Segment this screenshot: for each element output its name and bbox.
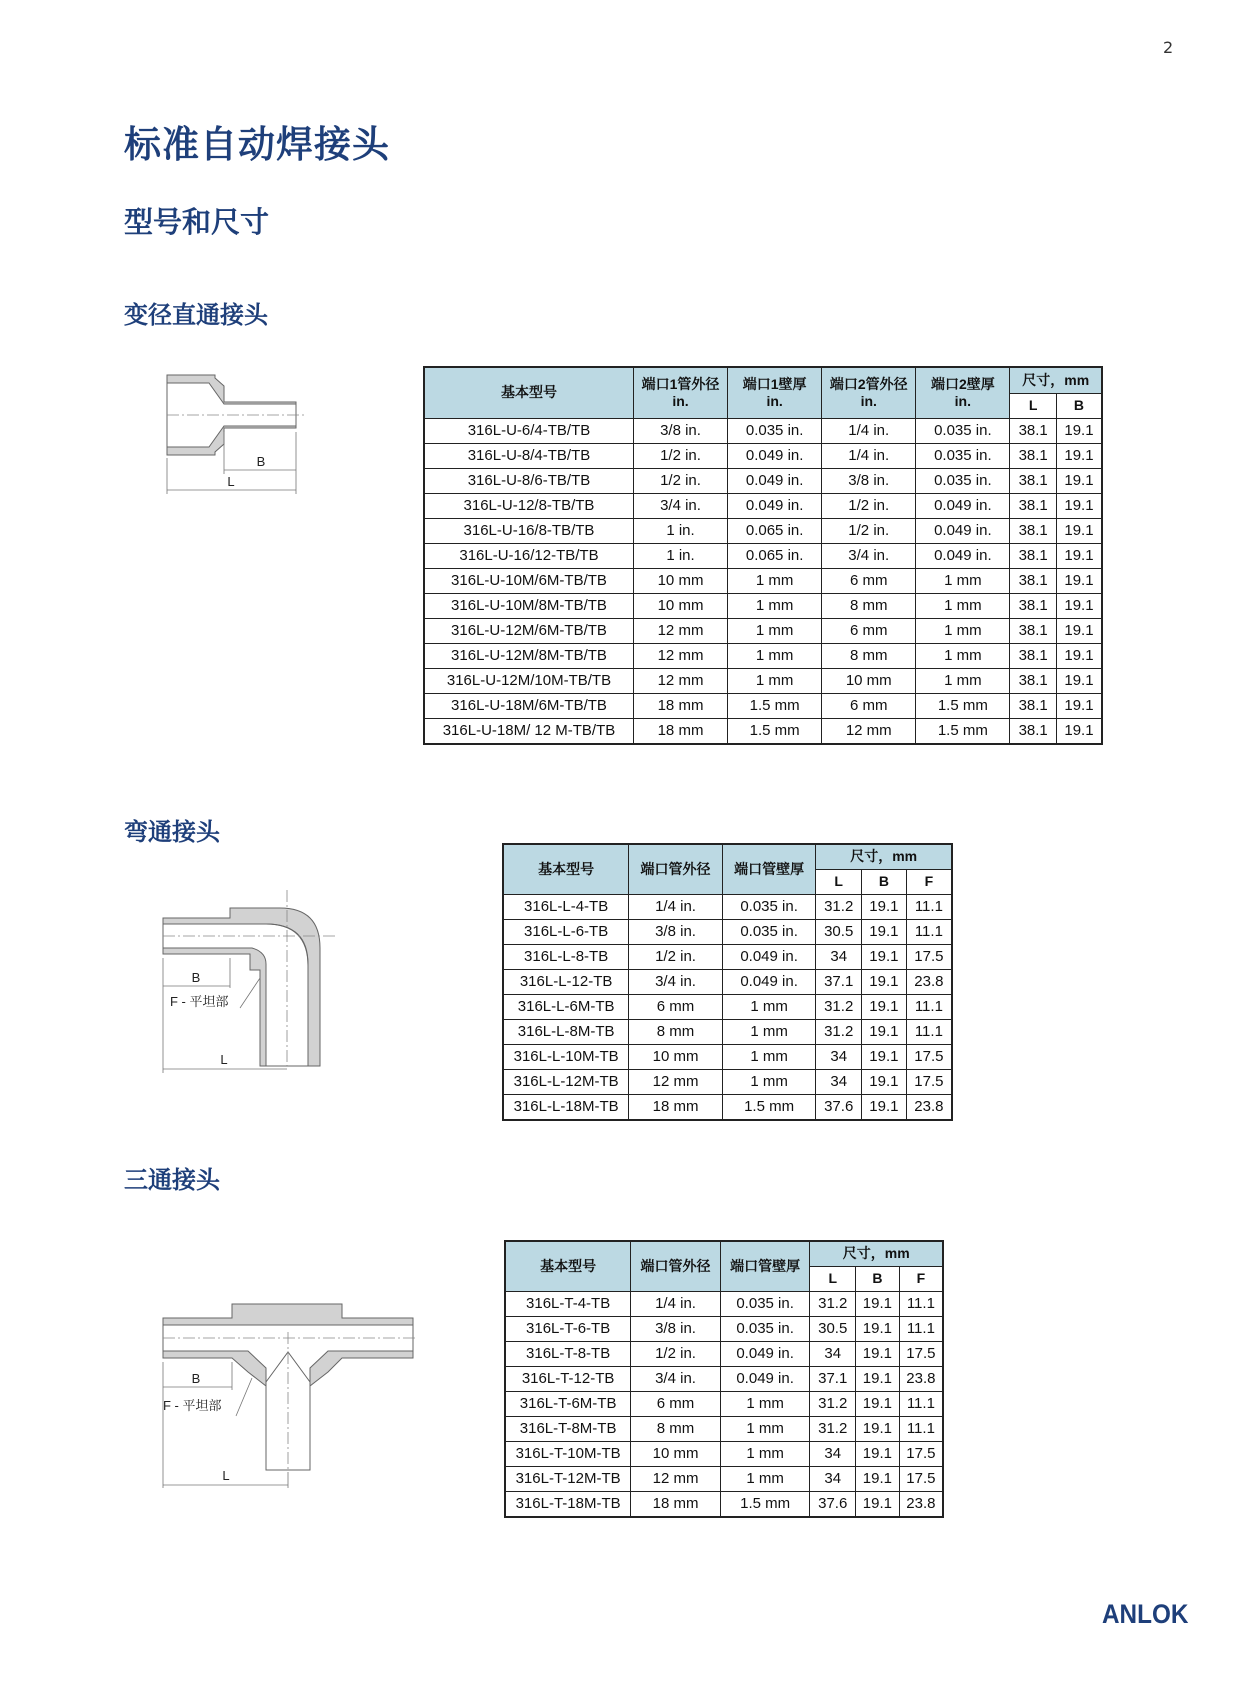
- elbow-table-cell: 316L-L-6-TB: [503, 919, 629, 944]
- reducer-table-cell: 1 mm: [728, 568, 822, 593]
- reducer-col-wall1-unit: in.: [766, 392, 783, 409]
- reducer-table-cell: 3/4 in.: [822, 543, 916, 568]
- reducer-table-cell: 38.1: [1010, 543, 1057, 568]
- tee-table-cell: 23.8: [899, 1366, 943, 1391]
- elbow-col-model: 基本型号: [503, 844, 629, 894]
- elbow-table-cell: 316L-L-12M-TB: [503, 1069, 629, 1094]
- page-title: 标准自动焊接头: [124, 123, 390, 166]
- reducer-col-wall2-unit: in.: [954, 392, 972, 409]
- reducer-table-cell: 1 in.: [633, 543, 727, 568]
- reducer-col-wall2-label: 端口2壁厚: [930, 375, 995, 392]
- tee-table-cell: 37.6: [810, 1491, 856, 1517]
- elbow-table-cell: 316L-L-18M-TB: [503, 1094, 629, 1120]
- reducer-table-cell: 1 mm: [916, 643, 1010, 668]
- reducer-table-cell: 12 mm: [633, 618, 727, 643]
- tee-table-cell: 11.1: [899, 1291, 943, 1316]
- reducer-table-cell: 19.1: [1056, 518, 1102, 543]
- reducer-label-l: L: [227, 474, 235, 489]
- tee-table-cell: 6 mm: [631, 1391, 721, 1416]
- reducer-table-cell: 1/4 in.: [822, 443, 916, 468]
- tee-table-cell: 19.1: [856, 1291, 900, 1316]
- tee-table-cell: 316L-T-12-TB: [505, 1366, 631, 1391]
- elbow-table-cell: 31.2: [816, 994, 862, 1019]
- tee-table-cell: 31.2: [810, 1416, 856, 1441]
- elbow-table-cell: 6 mm: [629, 994, 723, 1019]
- elbow-table-cell: 11.1: [906, 919, 952, 944]
- section-heading-reducer: 变径直通接头: [124, 301, 268, 329]
- reducer-table-cell: 1 mm: [728, 668, 822, 693]
- reducer-table-cell: 0.049 in.: [728, 443, 822, 468]
- tee-table-cell: 1 mm: [720, 1466, 810, 1491]
- reducer-table-cell: 0.035 in.: [916, 443, 1010, 468]
- elbow-table-cell: 17.5: [906, 944, 952, 969]
- tee-table-cell: 19.1: [856, 1316, 900, 1341]
- tee-table-cell: 0.049 in.: [720, 1341, 810, 1366]
- tee-table-cell: 3/8 in.: [631, 1316, 721, 1341]
- reducer-table-row: [424, 543, 1102, 568]
- elbow-table-cell: 19.1: [862, 919, 907, 944]
- reducer-table-cell: 19.1: [1056, 493, 1102, 518]
- tee-table-cell: 11.1: [899, 1316, 943, 1341]
- elbow-table-cell: 1 mm: [722, 1069, 816, 1094]
- reducer-table-cell: 6 mm: [822, 618, 916, 643]
- reducer-table-cell: 10 mm: [633, 568, 727, 593]
- reducer-table-cell: 12 mm: [633, 668, 727, 693]
- tee-table-cell: 37.1: [810, 1366, 856, 1391]
- reducer-table-row: [424, 593, 1102, 618]
- reducer-table-cell: 1.5 mm: [916, 718, 1010, 744]
- reducer-table-cell: 316L-U-16/12-TB/TB: [424, 543, 633, 568]
- tee-diagram: [160, 1290, 420, 1490]
- tee-table-row: [505, 1466, 943, 1491]
- reducer-table-cell: 316L-U-12M/10M-TB/TB: [424, 668, 633, 693]
- reducer-table-cell: 38.1: [1010, 693, 1057, 718]
- reducer-table-cell: 0.049 in.: [728, 468, 822, 493]
- tee-table-cell: 316L-T-6M-TB: [505, 1391, 631, 1416]
- tee-table-row: [505, 1391, 943, 1416]
- tee-table-cell: 1 mm: [720, 1441, 810, 1466]
- reducer-table-row: [424, 443, 1102, 468]
- tee-table-cell: 19.1: [856, 1441, 900, 1466]
- tee-table-row: [505, 1416, 943, 1441]
- reducer-table-cell: 1/2 in.: [822, 493, 916, 518]
- reducer-table: [423, 366, 1103, 745]
- reducer-table-cell: 1 mm: [916, 618, 1010, 643]
- elbow-table-cell: 12 mm: [629, 1069, 723, 1094]
- elbow-col-od: 端口管外径: [629, 844, 723, 894]
- elbow-label-l: L: [220, 1052, 228, 1067]
- reducer-table-row: [424, 418, 1102, 443]
- reducer-col-od1: [633, 367, 727, 418]
- tee-table-cell: 19.1: [856, 1366, 900, 1391]
- reducer-table-cell: 3/8 in.: [633, 418, 727, 443]
- elbow-table-cell: 31.2: [816, 894, 862, 919]
- tee-table-cell: 316L-T-6-TB: [505, 1316, 631, 1341]
- tee-table-row: [505, 1491, 943, 1517]
- reducer-table-cell: 1 in.: [633, 518, 727, 543]
- reducer-label-b: B: [256, 454, 266, 469]
- tee-col-od: 端口管外径: [631, 1241, 721, 1291]
- tee-table-cell: 0.035 in.: [720, 1316, 810, 1341]
- tee-table-cell: 316L-T-10M-TB: [505, 1441, 631, 1466]
- reducer-table-cell: 1 mm: [728, 643, 822, 668]
- reducer-table-cell: 316L-U-16/8-TB/TB: [424, 518, 633, 543]
- elbow-table-cell: 19.1: [862, 1094, 907, 1120]
- reducer-table-row: [424, 693, 1102, 718]
- reducer-table-cell: 12 mm: [633, 643, 727, 668]
- tee-table-cell: 0.035 in.: [720, 1291, 810, 1316]
- elbow-col-l: L: [816, 869, 862, 894]
- reducer-table-cell: 316L-U-12M/8M-TB/TB: [424, 643, 633, 668]
- elbow-table-cell: 1 mm: [722, 1019, 816, 1044]
- reducer-table-cell: 8 mm: [822, 643, 916, 668]
- reducer-table-cell: 38.1: [1010, 443, 1057, 468]
- tee-table-cell: 8 mm: [631, 1416, 721, 1441]
- elbow-table-cell: 34: [816, 944, 862, 969]
- elbow-table-cell: 1/2 in.: [629, 944, 723, 969]
- elbow-table-row: [503, 1044, 952, 1069]
- tee-table-cell: 19.1: [856, 1491, 900, 1517]
- tee-table-row: [505, 1316, 943, 1341]
- elbow-table-cell: 37.1: [816, 969, 862, 994]
- reducer-table-cell: 1 mm: [916, 568, 1010, 593]
- elbow-table-cell: 23.8: [906, 1094, 952, 1120]
- elbow-table-cell: 1/4 in.: [629, 894, 723, 919]
- elbow-table-cell: 3/8 in.: [629, 919, 723, 944]
- tee-table-row: [505, 1341, 943, 1366]
- tee-table-cell: 23.8: [899, 1491, 943, 1517]
- elbow-table-cell: 19.1: [862, 969, 907, 994]
- elbow-table-row: [503, 969, 952, 994]
- reducer-col-od2-label: 端口2管外径: [829, 375, 908, 392]
- elbow-table-cell: 17.5: [906, 1044, 952, 1069]
- elbow-table-cell: 316L-L-8M-TB: [503, 1019, 629, 1044]
- reducer-table-cell: 38.1: [1010, 468, 1057, 493]
- tee-table-cell: 0.049 in.: [720, 1366, 810, 1391]
- anlok-logo: ANLOK: [1102, 1599, 1189, 1629]
- tee-table-cell: 34: [810, 1466, 856, 1491]
- reducer-table-cell: 38.1: [1010, 643, 1057, 668]
- reducer-col-l: L: [1010, 393, 1057, 418]
- elbow-label-b: B: [191, 970, 201, 985]
- tee-table-cell: 17.5: [899, 1441, 943, 1466]
- elbow-table-cell: 0.049 in.: [722, 944, 816, 969]
- reducer-table-cell: 0.049 in.: [916, 493, 1010, 518]
- tee-col-l: L: [810, 1266, 856, 1291]
- reducer-table-cell: 316L-U-18M/ 12 M-TB/TB: [424, 718, 633, 744]
- tee-label-l: L: [222, 1468, 230, 1483]
- elbow-table-cell: 8 mm: [629, 1019, 723, 1044]
- elbow-table-cell: 0.035 in.: [722, 919, 816, 944]
- tee-col-f: F: [899, 1266, 943, 1291]
- reducer-table-row: [424, 493, 1102, 518]
- reducer-table-cell: 12 mm: [822, 718, 916, 744]
- tee-table-cell: 17.5: [899, 1341, 943, 1366]
- elbow-col-dims: 尺寸，mm: [816, 844, 952, 869]
- tee-table-cell: 316L-T-8M-TB: [505, 1416, 631, 1441]
- tee-table: [504, 1240, 944, 1518]
- tee-col-b: B: [856, 1266, 900, 1291]
- tee-table-cell: 316L-T-18M-TB: [505, 1491, 631, 1517]
- tee-table-cell: 316L-T-12M-TB: [505, 1466, 631, 1491]
- reducer-col-model: 基本型号: [424, 367, 633, 418]
- reducer-col-od1-unit: in.: [672, 392, 689, 409]
- reducer-table-cell: 19.1: [1056, 643, 1102, 668]
- tee-table-cell: 19.1: [856, 1341, 900, 1366]
- elbow-table-row: [503, 1094, 952, 1120]
- tee-table-cell: 11.1: [899, 1391, 943, 1416]
- reducer-table-cell: 1 mm: [916, 593, 1010, 618]
- tee-table-cell: 3/4 in.: [631, 1366, 721, 1391]
- reducer-table-cell: 316L-U-6/4-TB/TB: [424, 418, 633, 443]
- reducer-table-cell: 3/8 in.: [822, 468, 916, 493]
- tee-table-row: [505, 1441, 943, 1466]
- elbow-col-f: F: [906, 869, 952, 894]
- elbow-table-cell: 31.2: [816, 1019, 862, 1044]
- section-heading-elbow: 弯通接头: [124, 818, 220, 846]
- reducer-table-cell: 19.1: [1056, 443, 1102, 468]
- page-number: 2: [1163, 38, 1174, 57]
- tee-table-cell: 19.1: [856, 1466, 900, 1491]
- reducer-table-cell: 0.049 in.: [916, 543, 1010, 568]
- reducer-table-cell: 10 mm: [822, 668, 916, 693]
- elbow-table-cell: 34: [816, 1044, 862, 1069]
- reducer-table-cell: 19.1: [1056, 543, 1102, 568]
- tee-col-model: 基本型号: [505, 1241, 631, 1291]
- reducer-table-row: [424, 468, 1102, 493]
- elbow-table-cell: 1.5 mm: [722, 1094, 816, 1120]
- reducer-table-cell: 19.1: [1056, 468, 1102, 493]
- elbow-table: [502, 843, 953, 1121]
- elbow-table-cell: 11.1: [906, 894, 952, 919]
- reducer-table-cell: 8 mm: [822, 593, 916, 618]
- reducer-table-cell: 19.1: [1056, 693, 1102, 718]
- elbow-col-b: B: [862, 869, 907, 894]
- reducer-table-cell: 1.5 mm: [728, 718, 822, 744]
- tee-label-b: B: [191, 1371, 201, 1386]
- reducer-table-cell: 1/2 in.: [633, 443, 727, 468]
- elbow-table-cell: 17.5: [906, 1069, 952, 1094]
- tee-table-cell: 316L-T-8-TB: [505, 1341, 631, 1366]
- reducer-table-cell: 1/4 in.: [822, 418, 916, 443]
- elbow-fitting-shape: [163, 890, 335, 1066]
- elbow-table-cell: 11.1: [906, 994, 952, 1019]
- tee-col-dims: 尺寸，mm: [810, 1241, 943, 1266]
- elbow-table-cell: 19.1: [862, 1019, 907, 1044]
- reducer-table-row: [424, 643, 1102, 668]
- tee-table-cell: 18 mm: [631, 1491, 721, 1517]
- reducer-table-row: [424, 718, 1102, 744]
- tee-table-cell: 31.2: [810, 1291, 856, 1316]
- tee-table-row: [505, 1366, 943, 1391]
- reducer-col-dims: 尺寸，mm: [1010, 367, 1102, 393]
- elbow-table-row: [503, 944, 952, 969]
- reducer-table-cell: 316L-U-18M/6M-TB/TB: [424, 693, 633, 718]
- elbow-table-cell: 34: [816, 1069, 862, 1094]
- reducer-table-cell: 6 mm: [822, 693, 916, 718]
- tee-table-cell: 11.1: [899, 1416, 943, 1441]
- reducer-table-cell: 38.1: [1010, 568, 1057, 593]
- elbow-col-wall: 端口管壁厚: [722, 844, 816, 894]
- reducer-table-row: [424, 568, 1102, 593]
- reducer-table-cell: 316L-U-8/6-TB/TB: [424, 468, 633, 493]
- section-heading-tee: 三通接头: [124, 1166, 220, 1194]
- tee-table-cell: 34: [810, 1441, 856, 1466]
- elbow-table-cell: 316L-L-8-TB: [503, 944, 629, 969]
- reducer-table-cell: 316L-U-10M/8M-TB/TB: [424, 593, 633, 618]
- reducer-table-cell: 6 mm: [822, 568, 916, 593]
- reducer-table-cell: 1/2 in.: [633, 468, 727, 493]
- reducer-table-cell: 316L-U-10M/6M-TB/TB: [424, 568, 633, 593]
- tee-table-cell: 12 mm: [631, 1466, 721, 1491]
- reducer-table-cell: 1.5 mm: [916, 693, 1010, 718]
- reducer-table-cell: 0.035 in.: [916, 418, 1010, 443]
- elbow-table-cell: 11.1: [906, 1019, 952, 1044]
- tee-table-cell: 1.5 mm: [720, 1491, 810, 1517]
- elbow-table-cell: 30.5: [816, 919, 862, 944]
- reducer-table-cell: 1 mm: [728, 593, 822, 618]
- tee-label-f: F - 平坦部: [163, 1398, 222, 1413]
- tee-table-cell: 316L-T-4-TB: [505, 1291, 631, 1316]
- reducer-table-cell: 1/2 in.: [822, 518, 916, 543]
- elbow-diagram: [160, 888, 340, 1078]
- reducer-table-row: [424, 618, 1102, 643]
- reducer-col-b: B: [1056, 393, 1102, 418]
- reducer-fitting-shape: [167, 375, 306, 455]
- tee-table-cell: 19.1: [856, 1391, 900, 1416]
- elbow-label-f: F - 平坦部: [170, 994, 229, 1009]
- tee-table-cell: 10 mm: [631, 1441, 721, 1466]
- reducer-table-cell: 38.1: [1010, 593, 1057, 618]
- tee-table-cell: 30.5: [810, 1316, 856, 1341]
- reducer-table-cell: 19.1: [1056, 418, 1102, 443]
- elbow-table-cell: 0.035 in.: [722, 894, 816, 919]
- elbow-table-cell: 19.1: [862, 944, 907, 969]
- reducer-table-cell: 3/4 in.: [633, 493, 727, 518]
- elbow-table-cell: 316L-L-4-TB: [503, 894, 629, 919]
- tee-table-cell: 1 mm: [720, 1416, 810, 1441]
- tee-table-cell: 31.2: [810, 1391, 856, 1416]
- elbow-table-row: [503, 919, 952, 944]
- elbow-table-row: [503, 1069, 952, 1094]
- reducer-col-wall2: [916, 367, 1010, 418]
- reducer-table-cell: 19.1: [1056, 568, 1102, 593]
- reducer-col-wall1-label: 端口1壁厚: [742, 375, 807, 392]
- elbow-table-cell: 316L-L-10M-TB: [503, 1044, 629, 1069]
- reducer-table-cell: 0.065 in.: [728, 543, 822, 568]
- reducer-table-cell: 0.049 in.: [728, 493, 822, 518]
- tee-table-cell: 19.1: [856, 1416, 900, 1441]
- elbow-table-cell: 10 mm: [629, 1044, 723, 1069]
- reducer-table-cell: 38.1: [1010, 518, 1057, 543]
- reducer-table-cell: 316L-U-12/8-TB/TB: [424, 493, 633, 518]
- tee-table-row: [505, 1291, 943, 1316]
- elbow-table-cell: 316L-L-12-TB: [503, 969, 629, 994]
- reducer-table-cell: 19.1: [1056, 718, 1102, 744]
- elbow-table-row: [503, 994, 952, 1019]
- elbow-table-cell: 19.1: [862, 894, 907, 919]
- elbow-table-cell: 1 mm: [722, 994, 816, 1019]
- elbow-table-row: [503, 1019, 952, 1044]
- reducer-table-cell: 10 mm: [633, 593, 727, 618]
- reducer-table-cell: 38.1: [1010, 493, 1057, 518]
- reducer-diagram: [160, 372, 310, 497]
- reducer-table-cell: 38.1: [1010, 618, 1057, 643]
- tee-table-cell: 17.5: [899, 1466, 943, 1491]
- reducer-table-cell: 18 mm: [633, 693, 727, 718]
- reducer-col-wall1: [728, 367, 822, 418]
- reducer-table-cell: 0.035 in.: [728, 418, 822, 443]
- page-subtitle: 型号和尺寸: [124, 205, 270, 239]
- reducer-table-cell: 0.035 in.: [916, 468, 1010, 493]
- elbow-table-cell: 1 mm: [722, 1044, 816, 1069]
- reducer-table-cell: 0.049 in.: [916, 518, 1010, 543]
- reducer-col-od2: [822, 367, 916, 418]
- elbow-table-cell: 3/4 in.: [629, 969, 723, 994]
- reducer-table-row: [424, 668, 1102, 693]
- reducer-table-cell: 19.1: [1056, 593, 1102, 618]
- tee-table-cell: 34: [810, 1341, 856, 1366]
- elbow-table-cell: 0.049 in.: [722, 969, 816, 994]
- reducer-table-cell: 316L-U-8/4-TB/TB: [424, 443, 633, 468]
- reducer-table-cell: 19.1: [1056, 618, 1102, 643]
- elbow-table-row: [503, 894, 952, 919]
- elbow-table-cell: 18 mm: [629, 1094, 723, 1120]
- reducer-table-cell: 0.065 in.: [728, 518, 822, 543]
- tee-table-cell: 1/4 in.: [631, 1291, 721, 1316]
- elbow-table-cell: 316L-L-6M-TB: [503, 994, 629, 1019]
- reducer-table-cell: 38.1: [1010, 418, 1057, 443]
- elbow-table-cell: 19.1: [862, 1069, 907, 1094]
- reducer-col-od1-label: 端口1管外径: [641, 375, 720, 392]
- reducer-table-cell: 38.1: [1010, 718, 1057, 744]
- reducer-table-row: [424, 518, 1102, 543]
- elbow-table-cell: 37.6: [816, 1094, 862, 1120]
- tee-table-cell: 1 mm: [720, 1391, 810, 1416]
- reducer-table-cell: 1 mm: [728, 618, 822, 643]
- reducer-table-cell: 19.1: [1056, 668, 1102, 693]
- elbow-table-cell: 19.1: [862, 994, 907, 1019]
- elbow-table-cell: 19.1: [862, 1044, 907, 1069]
- reducer-table-cell: 316L-U-12M/6M-TB/TB: [424, 618, 633, 643]
- reducer-col-od2-unit: in.: [860, 392, 877, 409]
- elbow-table-cell: 23.8: [906, 969, 952, 994]
- reducer-table-cell: 38.1: [1010, 668, 1057, 693]
- tee-table-cell: 1/2 in.: [631, 1341, 721, 1366]
- reducer-table-cell: 1 mm: [916, 668, 1010, 693]
- reducer-table-cell: 18 mm: [633, 718, 727, 744]
- tee-col-wall: 端口管壁厚: [720, 1241, 810, 1291]
- reducer-table-cell: 1.5 mm: [728, 693, 822, 718]
